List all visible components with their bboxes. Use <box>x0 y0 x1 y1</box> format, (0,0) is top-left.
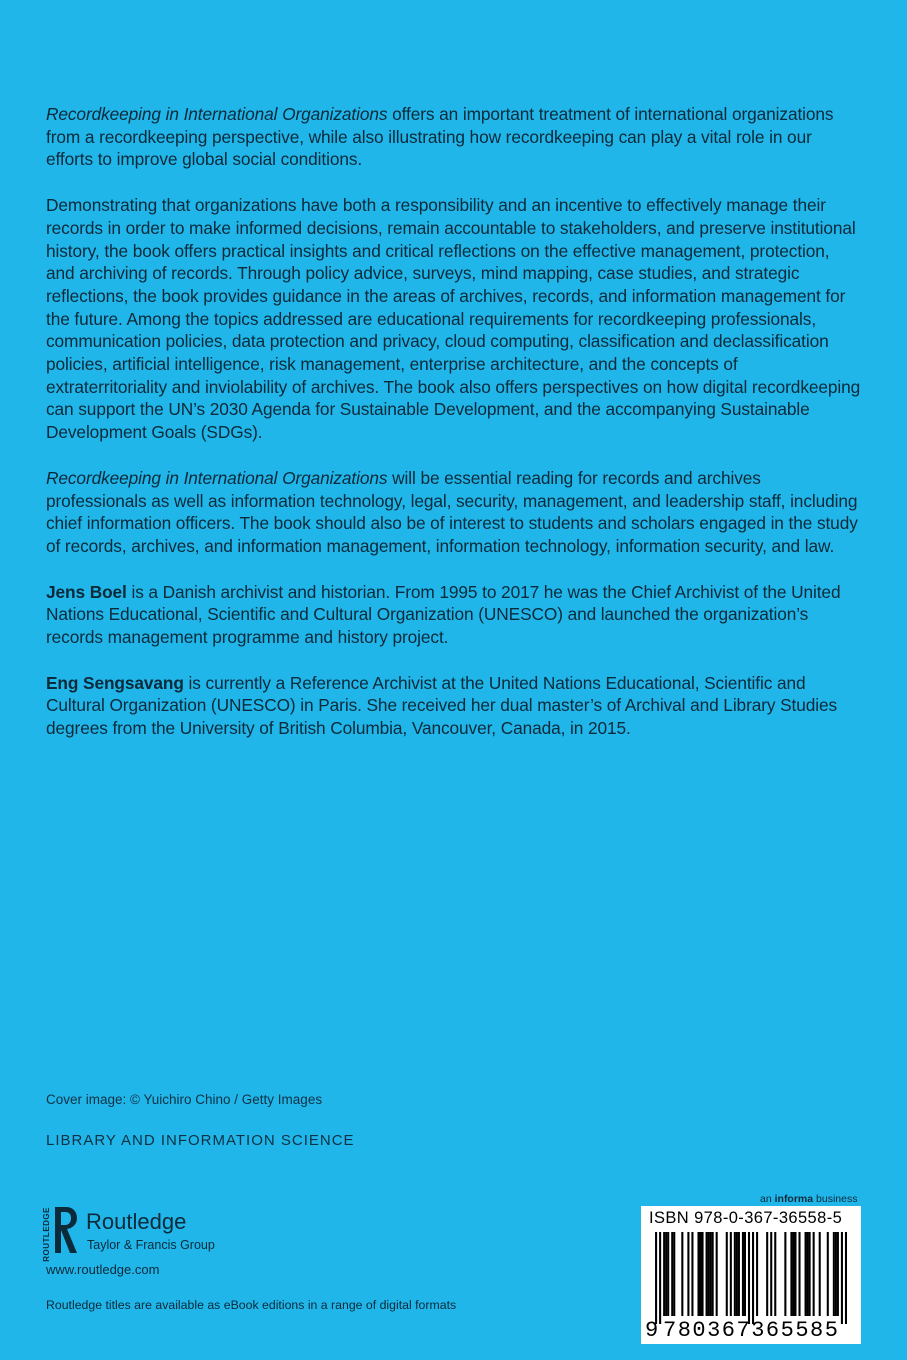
barcode-bar <box>807 1232 809 1316</box>
barcode-bar <box>659 1232 661 1324</box>
barcode-bar <box>827 1232 829 1316</box>
barcode-bar <box>691 1232 693 1316</box>
author-bio-1: Jens Boel is a Danish archivist and historian. From 1995 to 2017 he was the Chief Archivist of the United Nations Educational, Scientific and Cultural Organization (UNESCO) and launched the organization’s records management programme and history project. <box>46 581 841 648</box>
author-name: Jens Boel <box>46 581 127 602</box>
ebook-note: Routledge titles are available as eBook editions in a range of digital formats <box>46 1298 457 1312</box>
barcode-bar <box>805 1232 807 1316</box>
author-name: Eng Sengsavang <box>46 672 184 693</box>
logo-vertical-text: ROUTLEDGE <box>42 1207 51 1262</box>
barcode-bar <box>833 1232 835 1316</box>
barcode-bar <box>813 1232 815 1316</box>
barcode-bar <box>655 1232 657 1324</box>
barcode-bar <box>738 1232 740 1316</box>
barcode-bar <box>845 1232 847 1324</box>
barcode-bar <box>766 1232 768 1316</box>
isbn-barcode <box>641 1206 861 1344</box>
back-cover-text <box>46 103 861 763</box>
barcode-bar <box>748 1232 750 1324</box>
barcode-bars <box>651 1232 851 1324</box>
publisher-website: www.routledge.com <box>46 1262 160 1277</box>
barcode-bar <box>734 1232 736 1316</box>
author-bio-2: Eng Sengsavang is currently a Reference Archivist at the United Nations Educational, Scientific and Cultural Organization (UNESCO) in Paris. She received her dual master’s of Archival and Library Studies degrees from the University of British Columbia, Vancouver, Canada, in 2015. <box>46 672 838 739</box>
barcode-bar <box>756 1232 758 1316</box>
barcode-bar <box>784 1232 786 1316</box>
barcode-bar <box>706 1232 708 1316</box>
barcode-bar <box>663 1232 665 1316</box>
publisher-group: Taylor & Francis Group <box>87 1238 215 1252</box>
barcode-bar <box>742 1232 744 1316</box>
book-title-italic: Recordkeeping in International Organizations <box>46 467 388 488</box>
barcode-bar <box>730 1232 732 1316</box>
barcode-bar <box>726 1232 728 1316</box>
publisher-name: Routledge <box>86 1209 187 1234</box>
blurb-paragraph-2: Demonstrating that organizations have both a responsibility and an incentive to effectively manage their records in order to make informed decisions, remain accountable to stakeholders, and preserve institutional history, the book offers practical insights and critical reflections on the effective management, protection, and archiving of records. Through policy advice, surveys, mind mapping, case studies, and strategic reflections, the book provides guidance in the areas of archives, records, and information management for the future. Among the topics addressed are educational requirements for recordkeeping professionals, communication policies, data protection and privacy, cloud computing, classification and declassification policies, artificial intelligence, risk management, enterprise architecture, and the concepts of extraterritoriality and inviolability of archives. The book also offers perspectives on how digital recordkeeping can support the UN’s 2030 Agenda for Sustainable Development, and the accompanying Sustainable Development Goals (SDGs). <box>46 195 861 443</box>
barcode-bar <box>702 1232 704 1316</box>
barcode-bar <box>819 1232 821 1316</box>
barcode-bar <box>699 1232 701 1316</box>
routledge-r-icon <box>52 1205 80 1255</box>
cover-image-credit: Cover image: © Yuichiro Chino / Getty Images <box>46 1092 323 1107</box>
blurb-paragraph-3: Recordkeeping in International Organizations will be essential reading for records and archives professionals as well as information technology, legal, security, management, and leadership staff, including chief information officers. The book should also be of interest to students and scholars engaged in the study of records, archives, and information management, information technology, information security, and law. <box>46 467 858 556</box>
isbn-label: ISBN 978-0-367-36558-5 <box>649 1209 843 1227</box>
subject-category: LIBRARY AND INFORMATION SCIENCE <box>46 1132 355 1149</box>
barcode-bar <box>774 1232 776 1316</box>
barcode-bar <box>837 1232 839 1316</box>
barcode-bar <box>794 1232 796 1316</box>
barcode-bar <box>708 1232 710 1316</box>
barcode-bar <box>792 1232 794 1316</box>
barcode-bar <box>752 1232 754 1324</box>
book-title-italic: Recordkeeping in International Organizations <box>46 104 388 124</box>
barcode-bar <box>835 1232 837 1316</box>
publisher-logo <box>40 1205 260 1260</box>
barcode-bar <box>710 1232 712 1316</box>
blurb-paragraph-1: Recordkeeping in International Organizations offers an important treatment of international organizations from a recordkeeping perspective, while also illustrating how recordkeeping can play a vital role in our efforts to improve global social conditions. <box>46 104 834 170</box>
barcode-bar <box>665 1232 667 1316</box>
barcode-bar <box>687 1232 689 1316</box>
barcode-bar <box>712 1232 714 1316</box>
barcode-bar <box>671 1232 673 1316</box>
barcode-bar <box>681 1232 683 1316</box>
barcode-digits: 780367365585 <box>663 1318 840 1343</box>
barcode-bar <box>667 1232 669 1316</box>
barcode-bar <box>798 1232 800 1316</box>
informa-tagline: an informa business <box>760 1193 858 1205</box>
barcode-bar <box>736 1232 738 1316</box>
barcode-first-digit: 9 <box>645 1318 659 1343</box>
barcode-bar <box>744 1232 746 1316</box>
barcode-bar <box>841 1232 843 1324</box>
barcode-bar <box>716 1232 718 1316</box>
barcode-bar <box>790 1232 792 1316</box>
barcode-bar <box>809 1232 811 1316</box>
barcode-bar <box>770 1232 772 1316</box>
barcode-bar <box>697 1232 699 1316</box>
barcode-bar <box>673 1232 675 1316</box>
